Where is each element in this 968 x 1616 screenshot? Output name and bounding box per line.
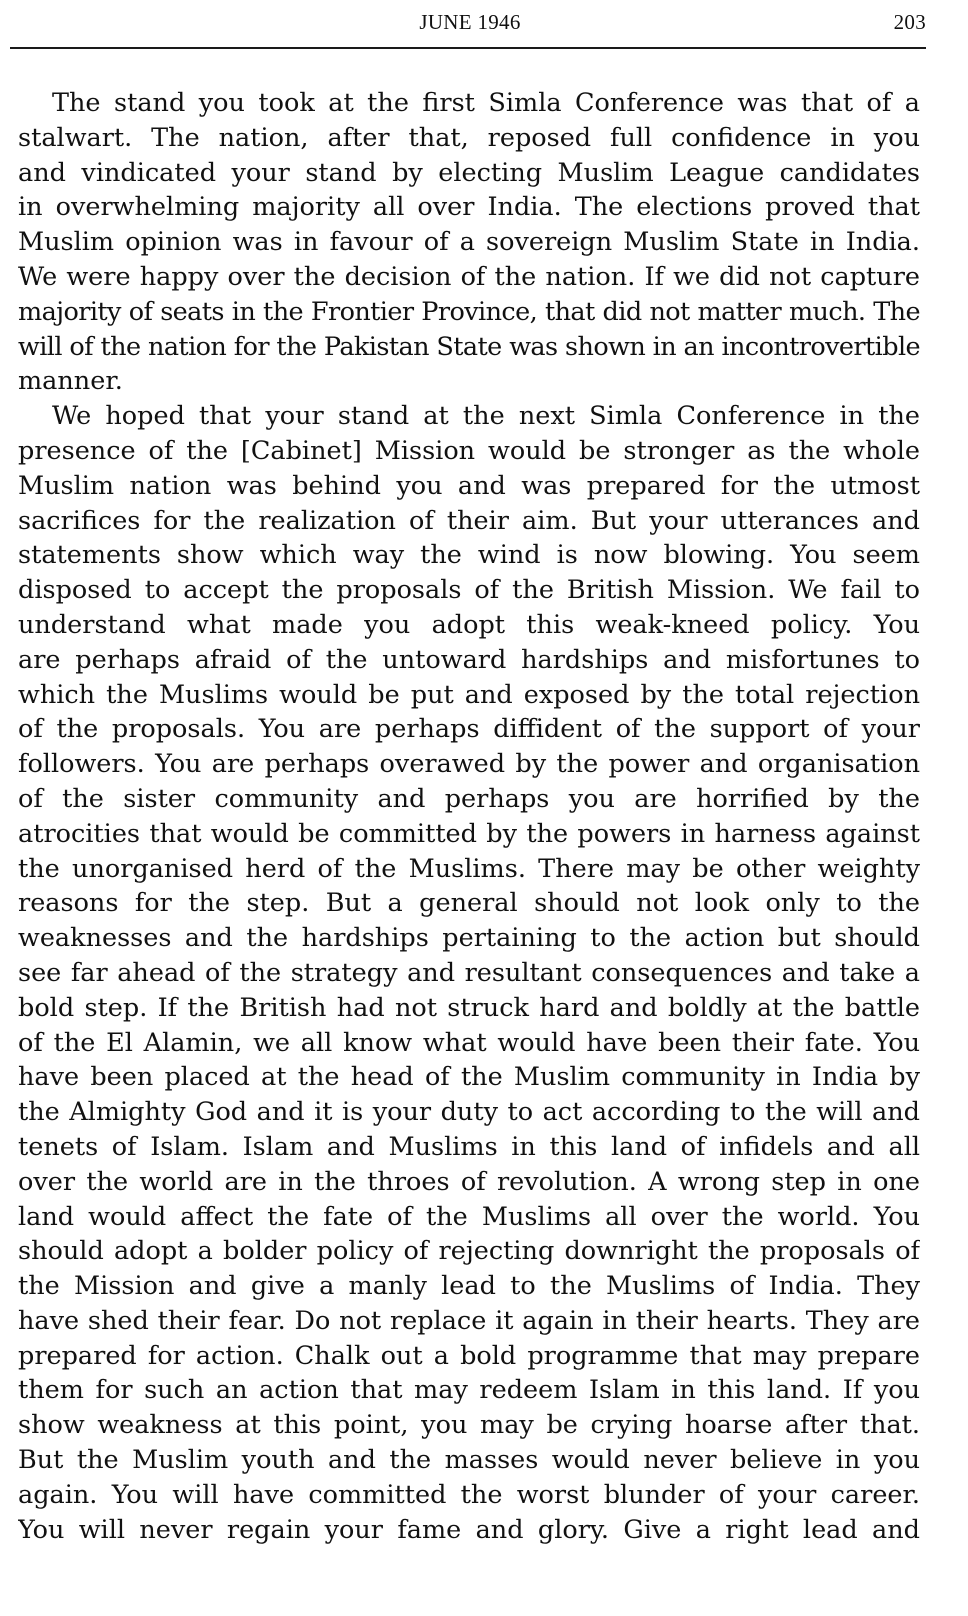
- text-line: We hoped that your stand at the next Simla Conference in the: [52, 401, 920, 432]
- text-line: prepared for action. Chalk out a bold programme that may prepare: [18, 1340, 920, 1371]
- text-line: stalwart. The nation, after that, reposed full confidence in you: [18, 122, 920, 153]
- text-line: presence of the [Cabinet] Mission would be stronger as the whole: [18, 435, 920, 466]
- text-line: of the sister community and perhaps you are horrified by the: [18, 783, 920, 814]
- text-line: bold step. If the British had not struck hard and boldly at the battle: [18, 992, 920, 1023]
- text-line: majority of seats in the Frontier Province, that did not matter much. The: [18, 296, 920, 327]
- text-line: the Mission and give a manly lead to the Muslims of India. They: [18, 1271, 920, 1302]
- letter-body: [18, 86, 920, 1547]
- text-line: them for such an action that may redeem Islam in this land. If you: [18, 1375, 920, 1406]
- text-line: tenets of Islam. Islam and Muslims in this land of infidels and all: [18, 1131, 920, 1162]
- text-line: over the world are in the throes of revolution. A wrong step in one: [18, 1166, 920, 1197]
- text-line: disposed to accept the proposals of the British Mission. We fail to: [18, 575, 920, 606]
- text-line: see far ahead of the strategy and resultant consequences and take a: [18, 957, 920, 988]
- text-line: which the Muslims would be put and exposed by the total rejection: [18, 679, 920, 710]
- text-line: manner.: [18, 366, 123, 397]
- text-line: again. You will have committed the worst blunder of your career.: [18, 1479, 920, 1510]
- text-line: are perhaps afraid of the untoward hardships and misfortunes to: [18, 644, 920, 675]
- text-line: the unorganised herd of the Muslims. There may be other weighty: [18, 853, 920, 884]
- header-rule: [10, 47, 926, 49]
- text-line: followers. You are perhaps overawed by the power and organisation: [18, 749, 920, 780]
- text-line: sacrifices for the realization of their aim. But your utterances and: [18, 505, 920, 536]
- text-line: show weakness at this point, you may be crying hoarse after that.: [18, 1410, 920, 1441]
- text-line: should adopt a bolder policy of rejecting downright the proposals of: [18, 1236, 920, 1267]
- text-line: of the proposals. You are perhaps diffident of the support of your: [18, 714, 920, 745]
- text-line: the Almighty God and it is your duty to act according to the will and: [18, 1097, 920, 1128]
- text-line: reasons for the step. But a general should not look only to the: [18, 888, 920, 919]
- text-line: atrocities that would be committed by the powers in harness against: [18, 818, 920, 849]
- running-header: [14, 4, 926, 44]
- text-line: Muslim nation was behind you and was prepared for the utmost: [18, 470, 920, 501]
- running-title: JUNE 1946: [419, 10, 521, 34]
- text-line: have shed their fear. Do not replace it again in their hearts. They are: [18, 1305, 920, 1336]
- text-line: statements show which way the wind is now blowing. You seem: [18, 540, 920, 571]
- text-line: have been placed at the head of the Muslim community in India by: [18, 1062, 920, 1093]
- text-line: in overwhelming majority all over India. The elections proved that: [18, 192, 920, 223]
- text-line: But the Muslim youth and the masses would never believe in you: [18, 1445, 920, 1476]
- text-line: weaknesses and the hardships pertaining to the action but should: [18, 923, 920, 954]
- text-line: We were happy over the decision of the nation. If we did not capture: [18, 261, 920, 292]
- text-line: land would affect the fate of the Muslims all over the world. You: [18, 1201, 920, 1232]
- text-line: will of the nation for the Pakistan State was shown in an incontrovertible: [18, 331, 920, 362]
- text-line: The stand you took at the first Simla Conference was that of a: [52, 88, 920, 118]
- text-line: Muslim opinion was in favour of a sovereign Muslim State in India.: [18, 227, 920, 258]
- text-line: understand what made you adopt this weak-kneed policy. You: [18, 609, 920, 640]
- text-line: of the El Alamin, we all know what would have been their fate. You: [18, 1027, 920, 1058]
- text-line: You will never regain your fame and glory. Give a right lead and: [18, 1514, 920, 1545]
- page-number: 203: [893, 10, 926, 34]
- text-line: and vindicated your stand by electing Muslim League candidates: [18, 157, 920, 188]
